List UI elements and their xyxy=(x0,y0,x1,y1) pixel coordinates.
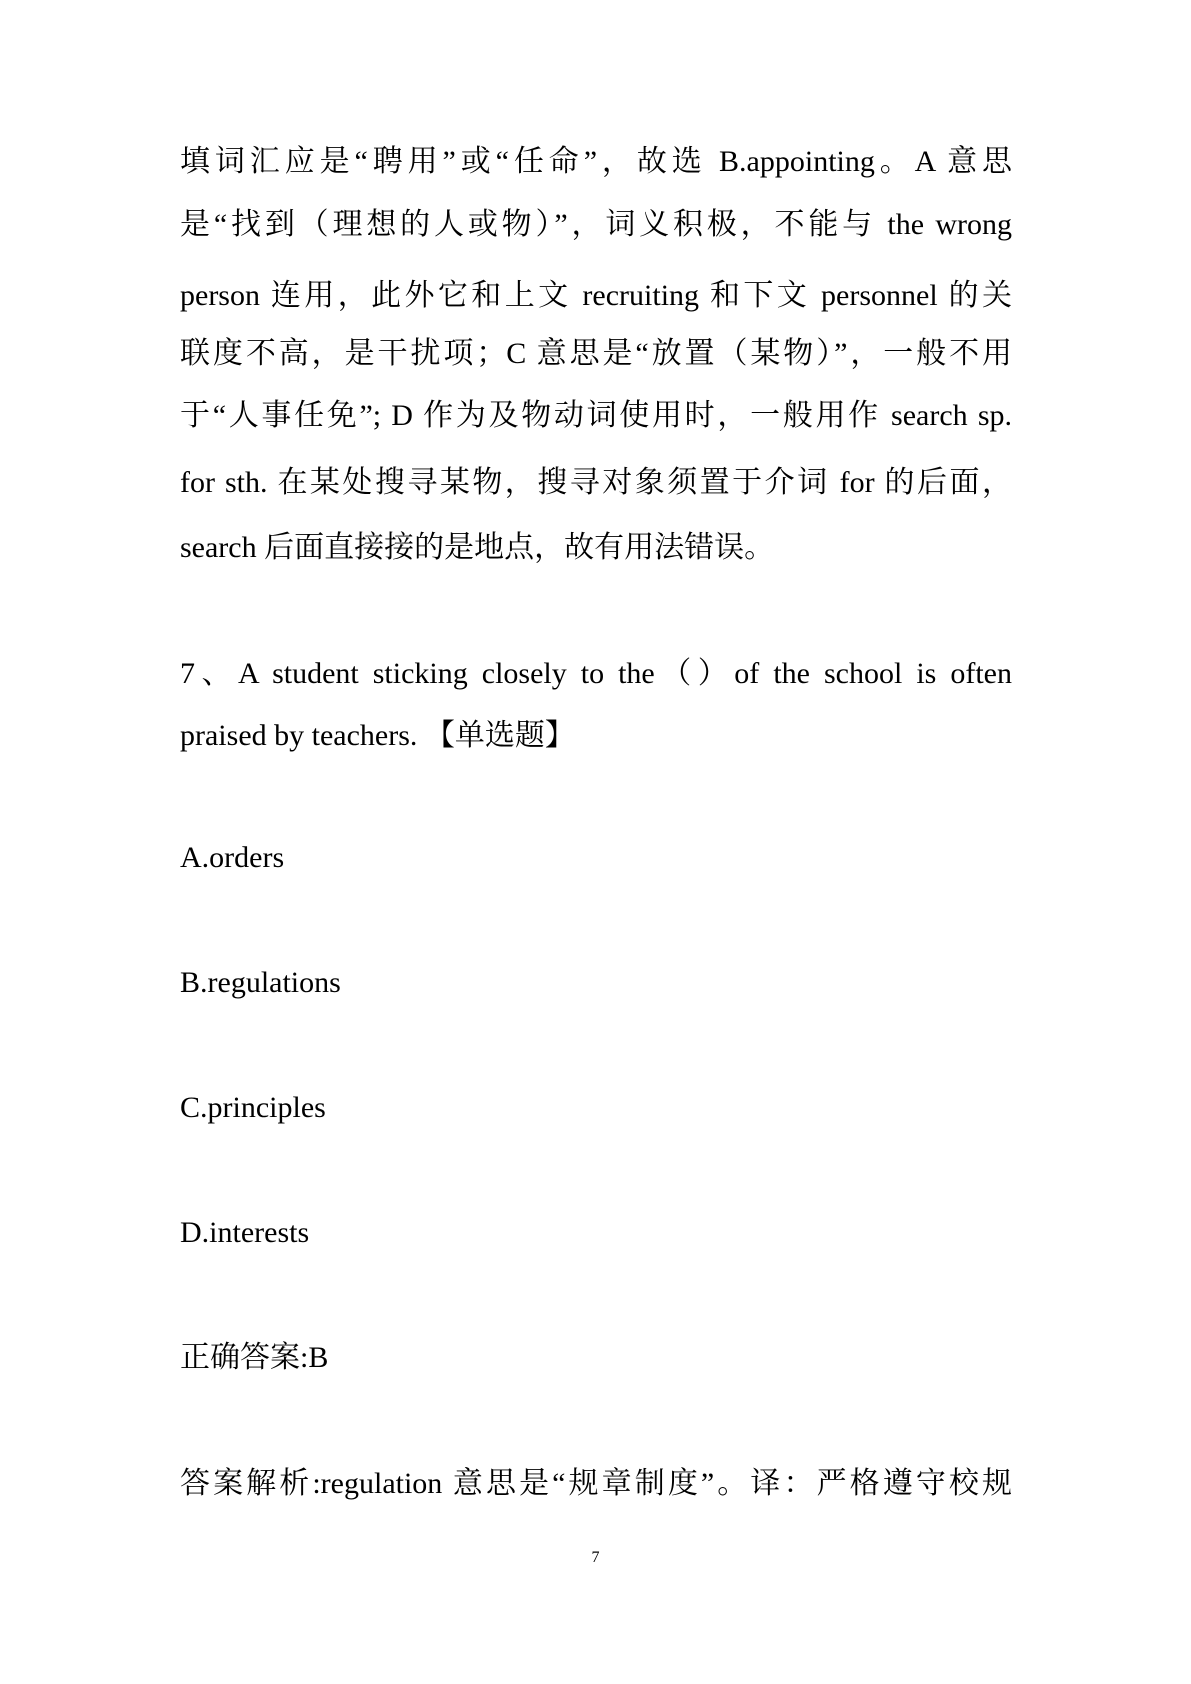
explanation-line: 填词汇应是“聘用”或“任命”，故选 B.appointing。A 意思 xyxy=(180,145,1012,178)
option-a: A.orders xyxy=(180,841,285,874)
explanation-line: for sth. 在某处搜寻某物，搜寻对象须置于介词 for 的后面， xyxy=(180,466,1012,499)
question-text-line: praised by teachers. 【单选题】 xyxy=(180,719,575,752)
page-number: 7 xyxy=(591,1549,600,1566)
explanation-line: search 后面直接接的是地点，故有用法错误。 xyxy=(180,531,775,564)
option-c: C.principles xyxy=(180,1091,326,1124)
option-b: B.regulations xyxy=(180,966,341,999)
question-text-line: 7、A student sticking closely to the（）of the school is often xyxy=(180,657,1012,690)
explanation-line: 是“找到（理想的人或物）”，词义积极，不能与 the wrong xyxy=(180,208,1012,241)
answer-analysis: 答案解析:regulation 意思是“规章制度”。译：严格遵守校规 xyxy=(180,1467,1012,1500)
correct-answer: 正确答案:B xyxy=(180,1341,329,1374)
explanation-line: 于“人事任免”; D 作为及物动词使用时，一般用作 search sp. xyxy=(180,399,1012,432)
explanation-line: 联度不高，是干扰项；C 意思是“放置（某物）”，一般不用 xyxy=(180,337,1012,370)
option-d: D.interests xyxy=(180,1216,310,1249)
explanation-line: person 连用，此外它和上文 recruiting 和下文 personnel 的关 xyxy=(180,279,1012,312)
